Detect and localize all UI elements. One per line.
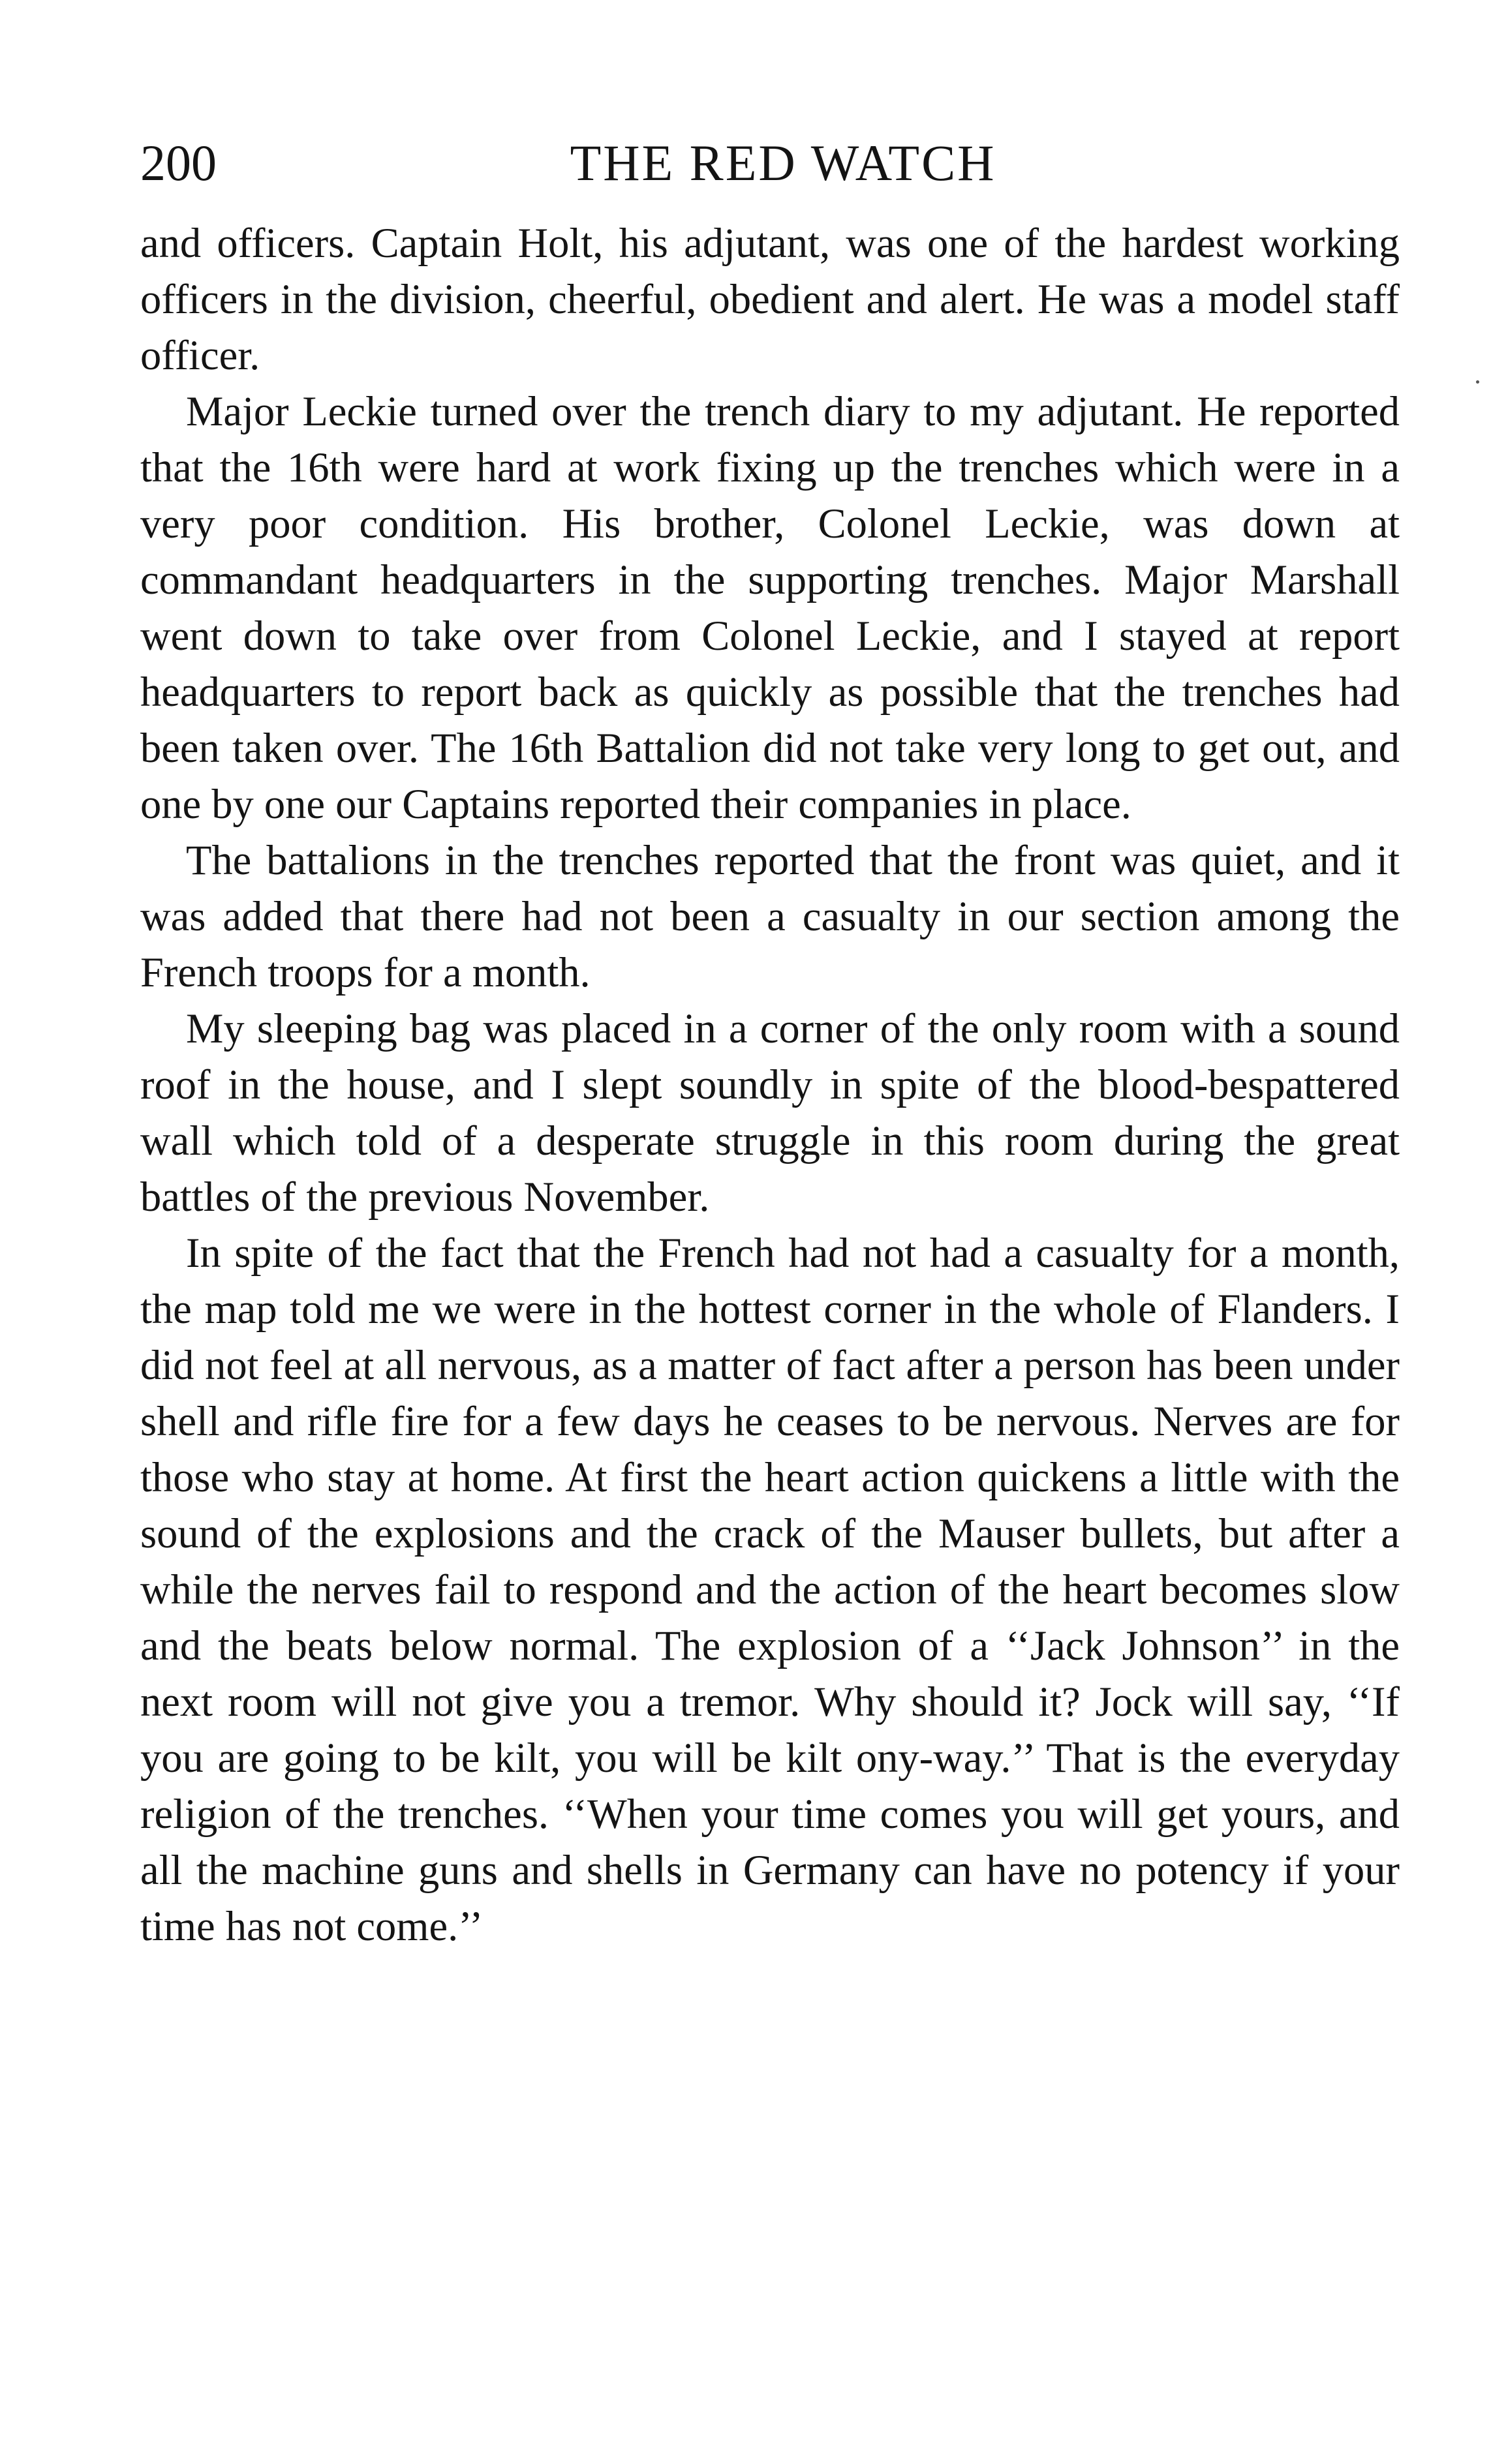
body-text bbox=[140, 215, 1400, 1954]
running-title: THE RED WATCH bbox=[570, 134, 996, 191]
paragraph-front-quiet: The battalions in the trenches reported that the front was quiet, and it was added that there had not been a casualty in our section among the French troops for a month. bbox=[140, 837, 1400, 996]
running-head bbox=[140, 127, 1400, 199]
paragraph-nerves: In spite of the fact that the French had not had a casualty for a month, the map told me we were in the hottest corner in the whole of Flanders. I did not feel at all nervous, as a matter of fact after a person has been under shell and rifle fire for a few days he ceases to be nervous. Nerves are for those who stay at home. At first the heart action quickens a little with the sound of the explosions and the crack of the Mauser bullets, but after a while the nerves fail to respond and the action of the heart becomes slow and the beats below normal. The explosion of a ‘‘Jack Johnson’’ in the next room will not give you a tremor. Why should it? Jock will say, ‘‘If you are going to be kilt, you will be kilt ony-way.’’ That is the everyday religion of the trenches. ‘‘When your time comes you will get yours, and all the machine guns and shells in Germany can have no potency if your time has not come.’’ bbox=[140, 1230, 1400, 1949]
paragraph-trench-diary: Major Leckie turned over the trench diary to my adjutant. He reported that the 16th were hard at work fixing up the trenches which were in a very poor condition. His brother, Colonel Leckie, was down at commandant headquarters in the supporting trenches. Major Marshall went down to take over from Colonel Leckie, and I stayed at report headquarters to report back as quickly as possible that the trenches had been taken over. The 16th Battalion did not take very long to get out, and one by one our Captains reported their companies in place. bbox=[140, 388, 1400, 827]
book-page bbox=[140, 127, 1400, 1954]
ink-speck bbox=[1476, 380, 1479, 384]
paragraph-sleeping-bag: My sleeping bag was placed in a corner of the only room with a sound roof in the house, and I slept soundly in spite of the blood-bespattered wall which told of a desperate struggle in this room during the great battles of the previous November. bbox=[140, 1005, 1400, 1220]
paragraph-continuation: and officers. Captain Holt, his adjutant, was one of the hardest working officers in the division, cheerful, obedient and alert. He was a model staff officer. bbox=[140, 220, 1400, 378]
page-number: 200 bbox=[140, 134, 217, 191]
